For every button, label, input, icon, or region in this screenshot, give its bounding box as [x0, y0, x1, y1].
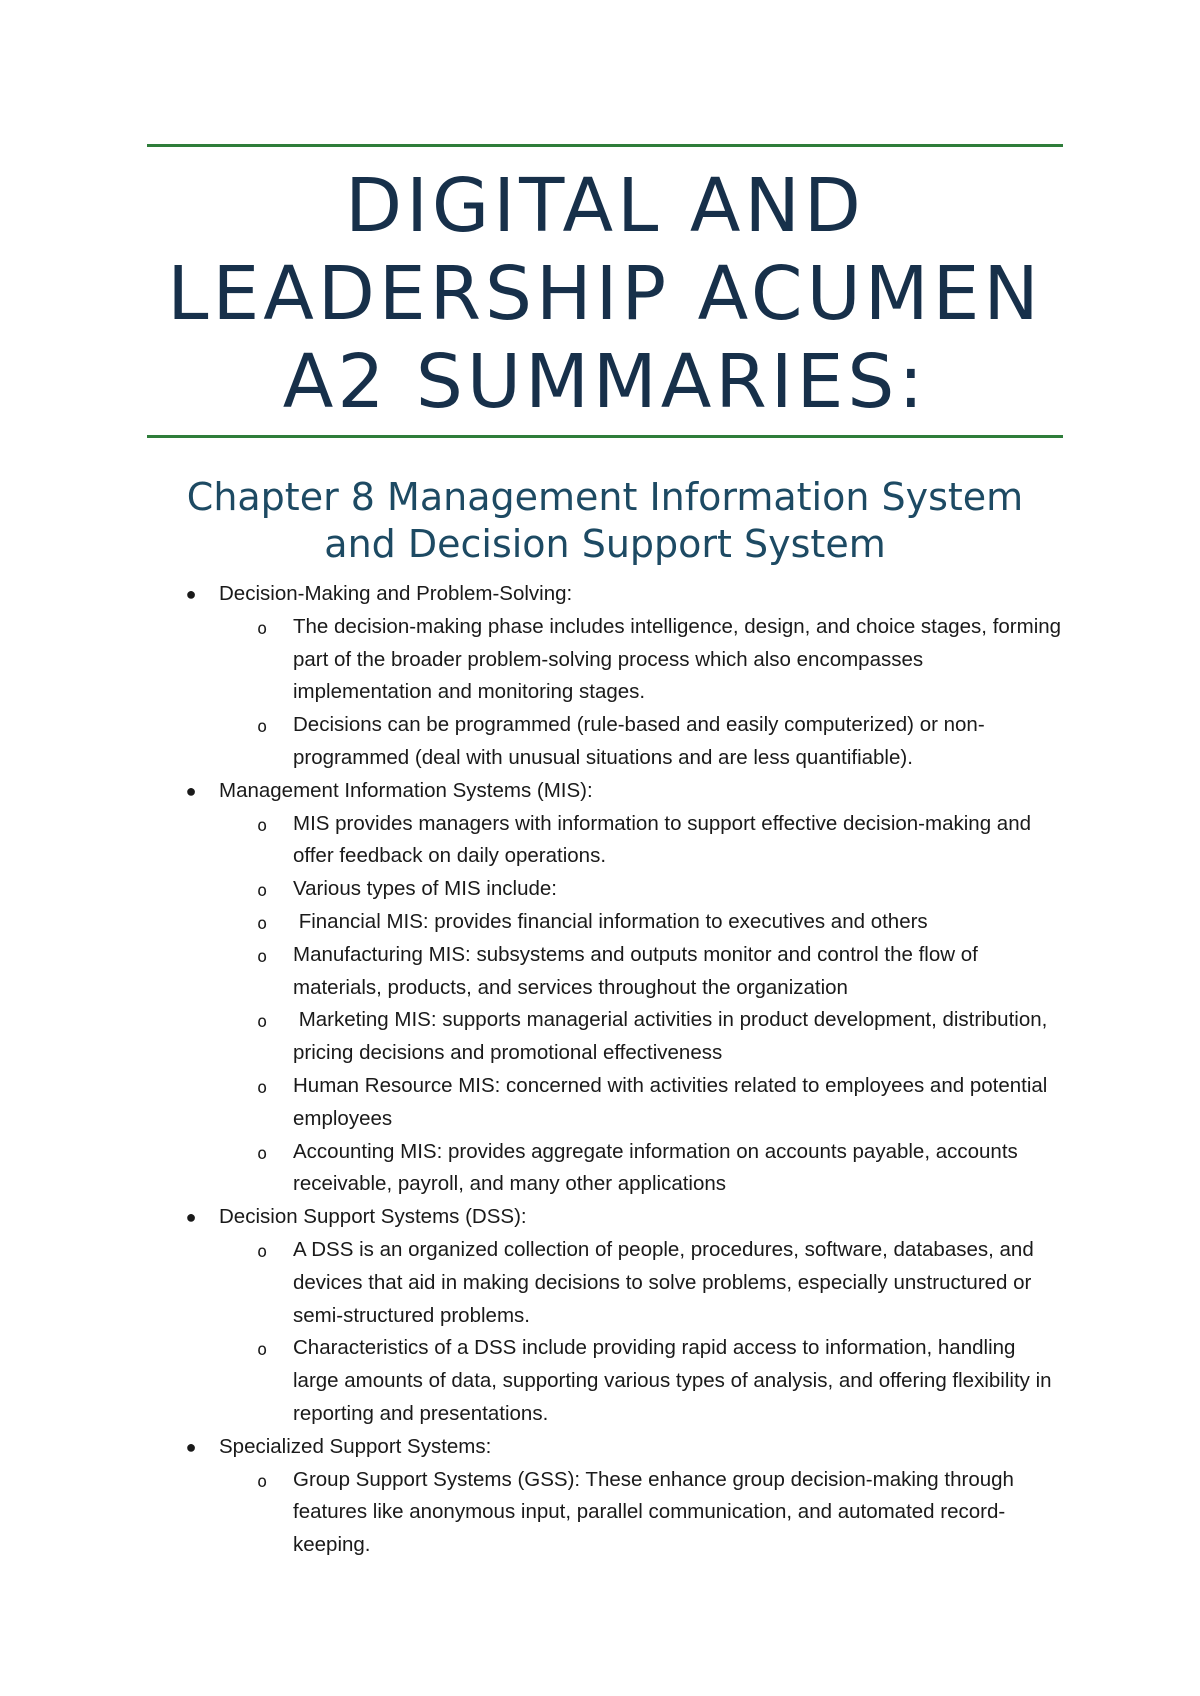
subtopic-text: Group Support Systems (GSS): These enhance group decision-making through features like anonymous input, parallel communication, and automated record-keeping.	[293, 1467, 1014, 1557]
subtopic-item	[147, 1464, 1063, 1562]
subtopic-item	[147, 1070, 1063, 1136]
topic-label: Decision-Making and Problem-Solving:	[219, 582, 573, 605]
circle-bullet-icon: o	[257, 1340, 268, 1361]
circle-bullet-icon: o	[257, 881, 268, 902]
topic-label: Management Information Systems (MIS):	[219, 778, 593, 802]
top-divider	[147, 144, 1063, 147]
circle-bullet-icon: o	[257, 946, 268, 967]
subtopic-item	[147, 1136, 1063, 1202]
circle-bullet-icon: o	[257, 618, 268, 639]
subtopic-item	[147, 873, 1063, 906]
subtopic-text: Various types of MIS include:	[293, 877, 557, 901]
subtopic-text: Marketing MIS: supports managerial activities in product development, distribution, pricing decisions and promotional effectiveness	[293, 1008, 1054, 1065]
subtopic-text: A DSS is an organized collection of people, procedures, software, databases, and devices that aid in making decisions to solve problems, especially unstructured or semi-structured problems.	[293, 1237, 1034, 1327]
circle-bullet-icon: o	[257, 913, 268, 934]
subtopic-text: Human Resource MIS: concerned with activities related to employees and potential employees	[293, 1073, 1048, 1130]
title-line: DIGITAL AND	[345, 163, 865, 249]
subtopic-text: Accounting MIS: provides aggregate information on accounts payable, accounts receivable, payroll, and many other applications	[293, 1139, 1018, 1196]
circle-bullet-icon: o	[257, 1241, 268, 1262]
subtopic-item	[147, 1234, 1063, 1332]
subtopic-text: Characteristics of a DSS include providing rapid access to information, handling large amounts of data, supporting various types of analysis, and offering flexibility in reporting and presentations.	[293, 1336, 1052, 1425]
document-page	[147, 0, 1063, 1696]
topic-item	[147, 775, 1063, 1201]
circle-bullet-icon: o	[257, 1077, 268, 1098]
topic-item	[147, 1431, 1063, 1562]
subtopic-item	[147, 906, 1063, 939]
circle-bullet-icon: o	[257, 815, 268, 836]
bullet-icon: ●	[185, 584, 197, 604]
subtopic-text: Financial MIS: provides financial information to executives and others	[293, 909, 928, 933]
subtopic-item	[147, 611, 1063, 709]
title-line: A2 SUMMARIES:	[282, 339, 928, 425]
topic-item	[147, 578, 1063, 775]
circle-bullet-icon: o	[257, 717, 268, 738]
bullet-icon: ●	[185, 1207, 197, 1228]
bullet-icon: ●	[185, 780, 197, 801]
subtopic-text: Decisions can be programmed (rule-based and easily computerized) or non-programmed (deal with unusual situations and are less quantifiable).	[293, 713, 985, 769]
subtopic-list	[219, 611, 1063, 775]
subtopic-item	[147, 808, 1063, 874]
topic-label: Decision Support Systems (DSS):	[219, 1205, 527, 1229]
subtopic-list	[219, 1234, 1063, 1431]
circle-bullet-icon: o	[257, 1143, 268, 1164]
title-line: LEADERSHIP ACUMEN	[167, 251, 1043, 337]
subtopic-item	[147, 709, 1063, 775]
topic-item	[147, 1201, 1063, 1431]
subtopic-item	[147, 939, 1063, 1005]
subtopic-list	[219, 808, 1063, 1202]
bottom-divider	[147, 435, 1063, 438]
subtopic-text: MIS provides managers with information to support effective decision-making and offer feedback on daily operations.	[293, 811, 1031, 868]
subtopic-item	[147, 1332, 1063, 1430]
bullet-icon: ●	[185, 1436, 197, 1457]
circle-bullet-icon: o	[257, 1012, 268, 1033]
topic-label: Specialized Support Systems:	[219, 1434, 492, 1458]
subtopic-text: Manufacturing MIS: subsystems and outputs monitor and control the flow of materials, products, and services throughout the organization	[293, 942, 978, 999]
topic-list	[147, 578, 1063, 1562]
chapter-line: and Decision Support System	[324, 522, 886, 566]
circle-bullet-icon: o	[257, 1471, 268, 1492]
summary-outline	[147, 578, 1063, 1562]
subtopic-text: The decision-making phase includes intelligence, design, and choice stages, forming part of the broader problem-solving process which also encompasses implementation and monitoring stages.	[293, 614, 1062, 704]
document-title	[147, 162, 1063, 426]
chapter-heading	[147, 474, 1063, 568]
subtopic-item	[147, 1004, 1063, 1070]
chapter-line: Chapter 8 Management Information System	[186, 475, 1024, 519]
subtopic-list	[219, 1464, 1063, 1562]
